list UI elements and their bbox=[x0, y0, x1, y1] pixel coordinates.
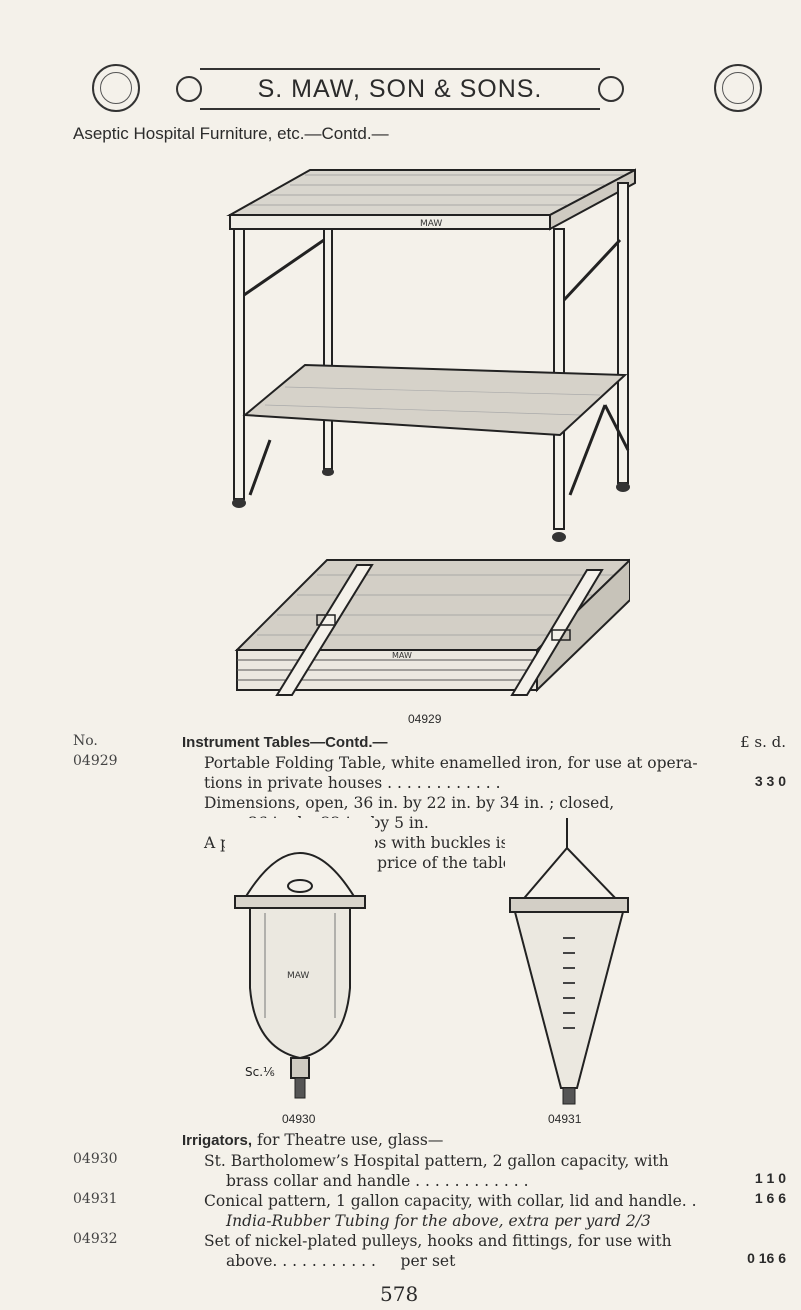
item-04931-line1: Conical pattern, 1 gallon capacity, with collar, lid and handle. . bbox=[204, 1192, 697, 1210]
company-banner bbox=[200, 68, 600, 110]
item-number-04929: 04929 bbox=[73, 753, 118, 769]
irrigators-heading: Irrigators, bbox=[182, 1132, 253, 1149]
page-number: 578 bbox=[380, 1282, 419, 1306]
table-mark: MAW bbox=[420, 219, 443, 229]
right-seal-icon bbox=[714, 64, 762, 112]
irrigator-conical-illustration bbox=[505, 818, 635, 1113]
item-04931-line2: India-Rubber Tubing for the above, extra per yard 2/3 bbox=[226, 1212, 651, 1230]
fold-mark: MAW bbox=[392, 651, 412, 660]
irrigator-mark: MAW bbox=[287, 971, 310, 981]
item-04929-line2: tions in private houses . . . . . . . . . . . . bbox=[204, 774, 501, 792]
item-04932-line2 bbox=[182, 1251, 712, 1271]
price-04931: 1 6 6 bbox=[754, 1190, 786, 1206]
folding-table-closed-illustration bbox=[232, 555, 630, 710]
item-04929-line5: A pair of leather straps with buckles is included in the bbox=[204, 834, 632, 852]
section-title: Aseptic Hospital Furniture, etc.—Contd.— bbox=[73, 124, 389, 143]
item-number-04932: 04932 bbox=[73, 1231, 118, 1247]
item-04932-per-set: per set bbox=[400, 1252, 456, 1270]
irrigators-block bbox=[182, 1130, 712, 1271]
item-04930-line2: brass collar and handle . . . . . . . . . . . . bbox=[226, 1172, 529, 1190]
price-04932: 0 16 6 bbox=[747, 1250, 786, 1266]
item-04929-line1: Portable Folding Table, white enamelled iron, for use at opera- bbox=[204, 754, 698, 772]
column-no-label: No. bbox=[73, 733, 98, 749]
left-seal-icon bbox=[92, 64, 140, 112]
item-number-04930: 04930 bbox=[73, 1151, 118, 1167]
item-04929-line6: price of the table. bbox=[377, 854, 517, 872]
instrument-tables-heading: Instrument Tables—Contd.— bbox=[182, 734, 388, 751]
irrigator-bartholomew-illustration bbox=[225, 818, 375, 1113]
item-04929-line4: 36 in. by 22 in. by 5 in. bbox=[248, 814, 429, 832]
price-04929: 3 3 0 bbox=[754, 773, 786, 789]
item-04930-line1: St. Bartholomew’s Hospital pattern, 2 gallon capacity, with bbox=[204, 1152, 669, 1170]
item-04932-line2-text: above. . . . . . . . . . . bbox=[226, 1252, 376, 1270]
company-name: S. MAW, SON & SONS. bbox=[257, 74, 543, 103]
irrigator-scale: Sc.⅙ bbox=[245, 1065, 275, 1079]
figure-caption-04929: 04929 bbox=[408, 712, 442, 726]
item-number-04931: 04931 bbox=[73, 1191, 118, 1207]
item-04929-line3: Dimensions, open, 36 in. by 22 in. by 34 in. ; closed, bbox=[204, 794, 615, 812]
figure-caption-04930: 04930 bbox=[282, 1112, 316, 1126]
irrigators-heading-rest: for Theatre use, glass— bbox=[252, 1131, 444, 1149]
item-04932-line1: Set of nickel-plated pulleys, hooks and fittings, for use with bbox=[204, 1232, 672, 1250]
figure-caption-04931: 04931 bbox=[548, 1112, 582, 1126]
price-column-header: £ s. d. bbox=[740, 733, 786, 751]
price-04930: 1 1 0 bbox=[754, 1170, 786, 1186]
folding-table-open-illustration bbox=[210, 165, 640, 550]
